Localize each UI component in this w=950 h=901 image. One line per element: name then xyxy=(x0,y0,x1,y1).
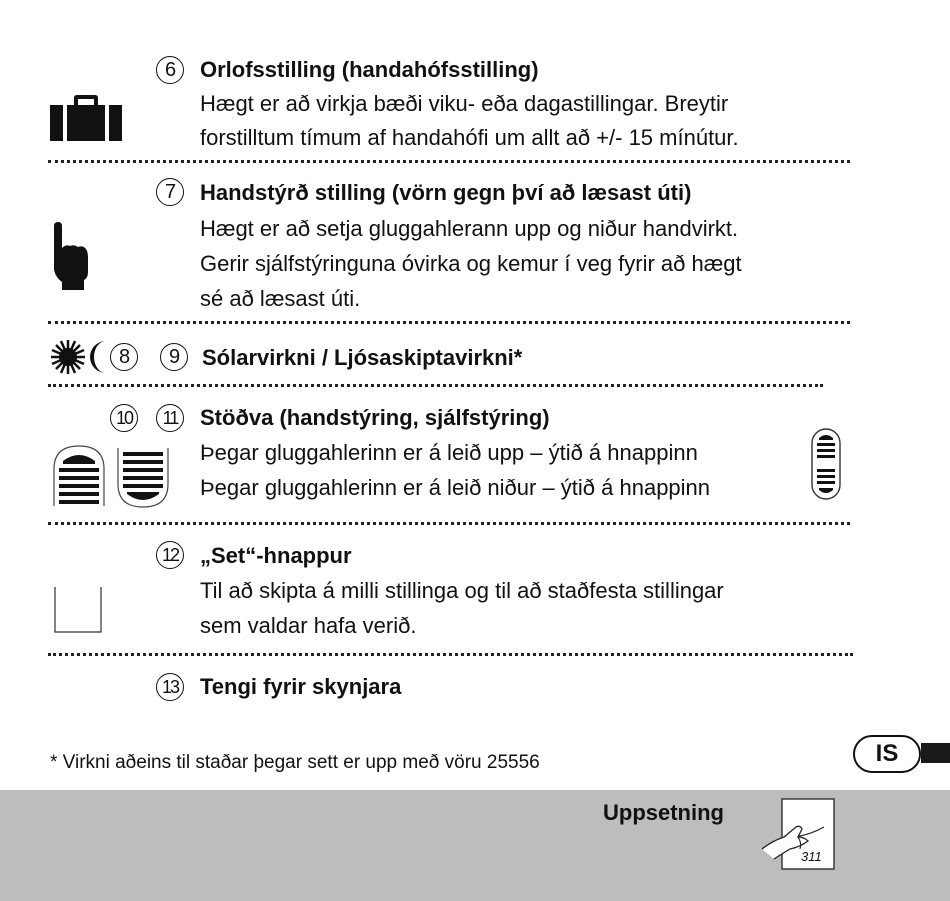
section-10-11-line-1: Þegar gluggahlerinn er á leið upp – ýtið á hnappinn xyxy=(200,440,698,465)
number-9: 9 xyxy=(160,343,188,371)
section-10-11-title: Stöðva (handstýring, sjálfstýring) xyxy=(200,405,550,430)
language-badge: IS xyxy=(853,735,921,773)
divider xyxy=(48,321,850,324)
section-6-line-1: Hægt er að virkja bæði viku- eða dagastillingar. Breytir xyxy=(200,91,729,116)
section-13-title: Tengi fyrir skynjara xyxy=(200,674,402,699)
hand-pointer-icon xyxy=(50,222,90,290)
divider xyxy=(48,384,823,387)
suitcase-icon xyxy=(50,95,122,141)
section-7-title: Handstýrð stilling (vörn gegn því að læsast úti) xyxy=(200,180,692,205)
page-number-graphic xyxy=(760,797,838,872)
moon-icon xyxy=(88,341,110,373)
section-12-line-2: sem valdar hafa verið. xyxy=(200,613,417,638)
shutter-down-icon xyxy=(117,448,169,508)
section-6-line-2: forstilltum tímum af handahófi um allt að +/- 15 mínútur. xyxy=(200,125,739,150)
number-10: 10 xyxy=(110,404,138,432)
set-button-icon xyxy=(54,587,102,633)
number-6: 6 xyxy=(156,56,184,84)
number-7: 7 xyxy=(156,178,184,206)
section-10-11-line-2: Þegar gluggahlerinn er á leið niður – ýtið á hnappinn xyxy=(200,475,711,500)
number-12: 12 xyxy=(156,541,184,569)
divider xyxy=(48,522,850,525)
section-12-line-1: Til að skipta á milli stillinga og til að staðfesta stillingar xyxy=(200,578,724,603)
language-tab-marker xyxy=(921,743,950,763)
number-11: 11 xyxy=(156,404,184,432)
number-13: 13 xyxy=(156,673,184,701)
page-number: 311 xyxy=(801,849,822,864)
shutter-up-icon xyxy=(53,445,105,507)
section-7-line-3: sé að læsast úti. xyxy=(200,286,361,311)
sun-icon xyxy=(50,340,86,374)
footer-title: Uppsetning xyxy=(603,800,724,825)
section-7-line-2: Gerir sjálfstýringuna óvirka og kemur í veg fyrir að hægt xyxy=(200,251,742,276)
divider xyxy=(48,160,850,163)
section-12-title: „Set“-hnappur xyxy=(200,543,352,568)
divider xyxy=(48,653,853,656)
page-turn-icon xyxy=(760,797,838,872)
number-8: 8 xyxy=(110,343,138,371)
section-7-line-1: Hægt er að setja gluggahlerann upp og niður handvirkt. xyxy=(200,216,739,241)
stop-button-icon xyxy=(811,428,841,500)
section-8-9-title: Sólarvirkni / Ljósaskiptavirkni* xyxy=(202,345,523,370)
footnote: * Virkni aðeins til staðar þegar sett er upp með vöru 25556 xyxy=(50,752,540,773)
section-6-title: Orlofsstilling (handahófsstilling) xyxy=(200,57,539,82)
